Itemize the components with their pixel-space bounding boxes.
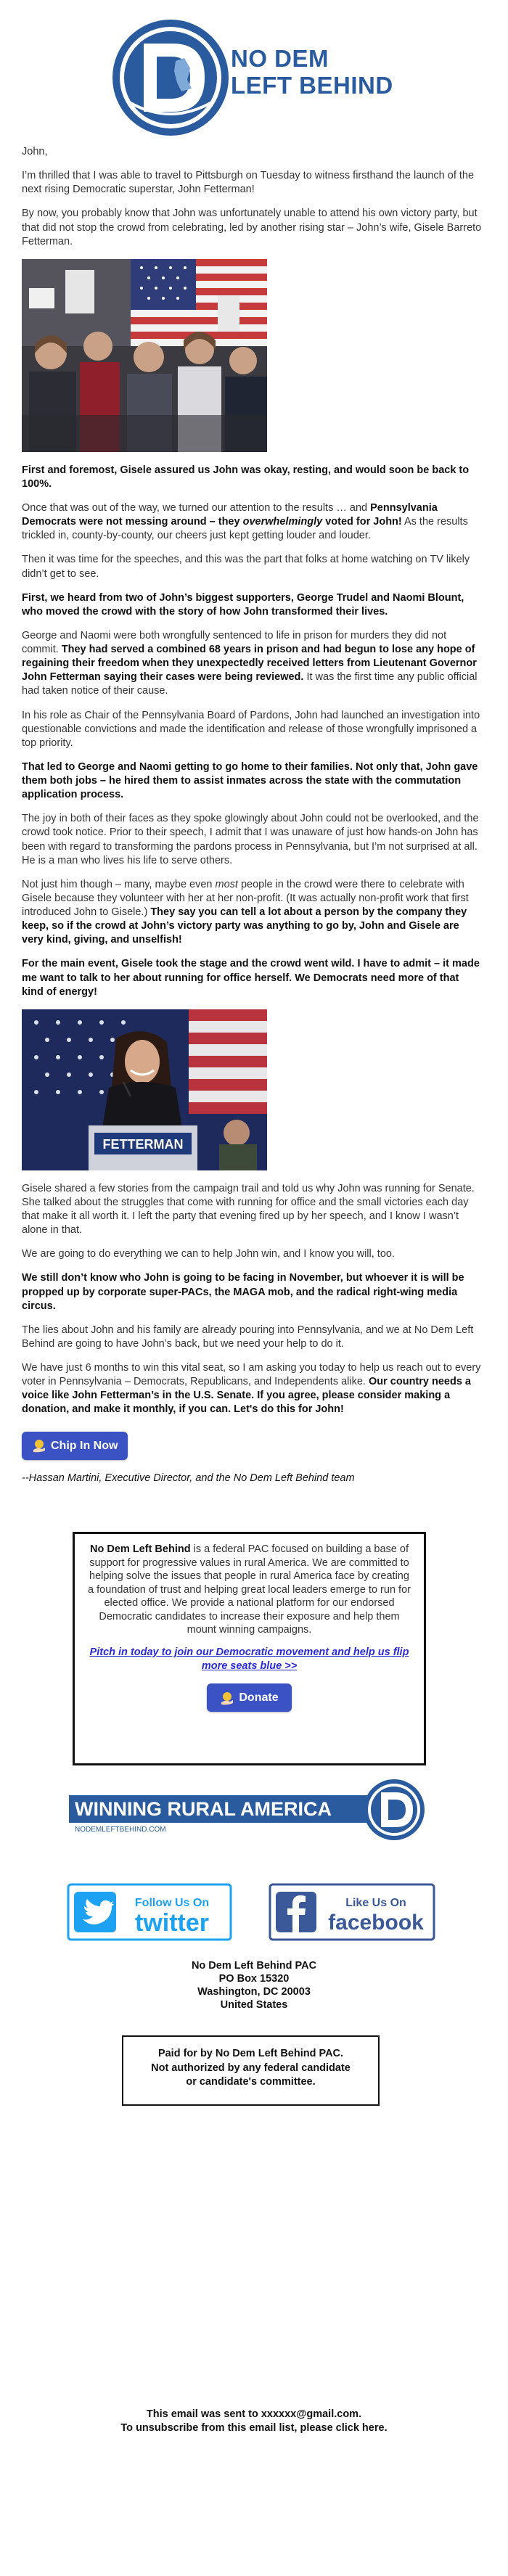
email-header (0, 0, 508, 145)
logo-d-emblem-icon (109, 16, 232, 139)
paid-for-disclaimer (122, 2035, 380, 2106)
pac-description-box (73, 1532, 426, 1765)
signature: --Hassan Martini, Executive Director, and the No Dem Left Behind team (22, 1472, 355, 1484)
address-line-4: United States (220, 1999, 288, 2011)
chip-in-now-button[interactable] (22, 1432, 128, 1460)
paragraph-main-event: For the main event, Gisele took the stage and the crowd went wild. I have to admit – it made me want to talk to her about running for office herself. We Democrats need more of that kind of energy! (22, 958, 480, 998)
paragraph-opponent: We still don’t know who John is going to be facing in November, but whoever it is will be propped up by corporate super-PACs, the MAGA mob, and the radical right-wing media circus. (22, 1272, 464, 1312)
paragraph-jobs: That led to George and Naomi getting to go home to their families. Not only that, John gave them both jobs – he hired them to assist inmates across the state with the commutation application process. (22, 760, 478, 801)
paragraph-victory-party: By now, you probably know that John was unfortunately unable to attend his own victory party, but that did not stop the crowd from celebrating, led by another rising star – John’s wife, Gisele Barreto Fetterman. (22, 208, 482, 247)
logo-line-2: LEFT BEHIND (231, 72, 393, 99)
coin-hand-icon (220, 1691, 234, 1705)
paragraph-speeches: Then it was time for the speeches, and this was the part that folks at home watching on TV likely didn’t get to see. (22, 554, 470, 580)
twitter-big-text: twitter (135, 1909, 209, 1937)
sentence-text-b: It was the first time any public official had taken notice of their cause. (22, 671, 478, 697)
facebook-like-button[interactable] (269, 1883, 435, 1941)
crowd-text-bold: They say you can tell a lot about a person by the company they keep, so if the crowd at John’s victory party was anything to go by, John and Gisele are very kind, giving, and unselfish! (22, 906, 467, 946)
brand-logo[interactable] (109, 16, 399, 139)
twitter-small-text: Follow Us On (134, 1897, 210, 1909)
sent-to-line (0, 2408, 508, 2421)
donate-label: Donate (239, 1691, 279, 1705)
results-bold-b: voted for John! (322, 516, 402, 528)
coin-hand-icon (32, 1438, 46, 1453)
gisele-speech-photo (22, 1009, 267, 1170)
crowd-text-emph: most (215, 878, 238, 890)
sentence-text-a: George and Naomi were both wrongfully sentenced to life in prison for murders they did not commit. (22, 629, 447, 655)
disclaimer-line-2: Not authorized by any federal candidate (151, 2062, 351, 2074)
results-text-a: Once that was out of the way, we turned our attention to the results … and (22, 502, 371, 514)
disclaimer-line-1: Paid for by No Dem Left Behind PAC. (157, 2048, 344, 2059)
sent-to-suffix: . (359, 2408, 362, 2420)
winning-rural-america-banner[interactable] (69, 1776, 432, 1849)
banner-title: WINNING RURAL AMERICA (75, 1798, 332, 1820)
paragraph-wrongful-sentence (22, 629, 483, 699)
disclaimer-line-3: or candidate's committee. (186, 2076, 316, 2088)
paragraph-john-okay: First and foremost, Gisele assured us John was okay, resting, and would soon be back to 100%. (22, 464, 470, 490)
ask-text-a: We have just 6 months to win this vital seat, so I am asking you today to help us reach out to every voter in Pennsylvania – Democrats, Republicans, and Independents alike. (22, 1362, 481, 1388)
banner-graphic (69, 1776, 432, 1849)
ask-text-bold: Our country needs a voice like John Fetterman’s in the U.S. Senate. If you agree, please consider making a donation, and make it monthly, if you can. Let's do this for John! (22, 1376, 471, 1416)
greeting: John, (22, 146, 48, 157)
sent-to-prefix: This email was sent to (146, 2408, 261, 2420)
recipient-email: xxxxxx@gmail.com (261, 2408, 359, 2420)
facebook-big-text: facebook (328, 1911, 424, 1935)
twitter-badge (67, 1883, 232, 1941)
podium-sign-text: FETTERMAN (102, 1136, 184, 1152)
mailing-address (0, 1959, 508, 2012)
paragraph-results (22, 501, 483, 543)
crowd-celebration-photo (22, 259, 267, 452)
email-footer (0, 2408, 508, 2435)
logo-line-1: NO DEM (231, 45, 329, 72)
crowd-text-b: people in the crowd were there to celebrate with Gisele because they volunteer with her at her non-profit. (It was actually non-profit work that first introduced John to Gisele.) (22, 878, 469, 918)
address-line-1: No Dem Left Behind PAC (191, 1960, 317, 1972)
logo-wordmark (231, 46, 393, 100)
paragraph-campaign-stories: Gisele shared a few stories from the campaign trail and told us why John was running for Senate. She talked about the struggles that come with running for office and the small victories each day that make it all worth it. I left the party that evening fired up by her speech, and I know I wasn’t alone in that. (22, 1182, 475, 1236)
donate-button[interactable] (207, 1683, 291, 1712)
results-bold-a: Pennsylvania Democrats were not messing around – they (22, 502, 438, 528)
paragraph-supporters: First, we heard from two of John’s biggest supporters, George Trudel and Naomi Blount, who moved the crowd with the story of how John transformed their lives. (22, 591, 464, 618)
paragraph-board-of-pardons: In his role as Chair of the Pennsylvania Board of Pardons, John had launched an investigation into questionable convictions and made the identification and release of those wrongfully imprisoned a top priority. (22, 709, 480, 749)
pac-description-text: is a federal PAC focused on building a base of support for progressive values in rural America. We are committed to helping solve the issues that people in rural America face by creating a foundation of trust and helping great local leaders emerge to run for elected office. We provide a national platform for our endorsed Democratic candidates to increase their exposure and help them mount winning campaigns. (88, 1543, 411, 1636)
email-body (0, 145, 508, 1485)
paragraph-ask (22, 1361, 483, 1417)
chip-in-now-label: Chip In Now (51, 1439, 118, 1452)
facebook-small-text: Like Us On (345, 1897, 406, 1909)
paragraph-help-john: We are going to do everything we can to help John win, and I know you will, too. (22, 1248, 395, 1260)
results-bold-emph: overwhelmingly (242, 516, 323, 528)
paragraph-lies: The lies about John and his family are already pouring into Pennsylvania, and we at No Dem Left Behind are going to have John’s back, but we need your help to do it. (22, 1324, 474, 1350)
results-text-b: As the results trickled in, county-by-county, our cheers just kept getting louder and louder. (22, 516, 468, 542)
unsubscribe-link[interactable]: To unsubscribe from this email list, please click here. (120, 2421, 388, 2434)
crowd-text-a: Not just him though – many, maybe even (22, 878, 216, 890)
paragraph-joy: The joy in both of their faces as they spoke glowingly about John could not be overlooked, and the crowd took notice. Prior to their speech, I admit that I was unaware of just how hands-on John has been with regard to transforming the pardons process in Pennsylvania, but I’m not surprised at all. He is a man who lives his life to serve others. (22, 813, 479, 866)
pitch-in-link[interactable]: Pitch in today to join our Democratic movement and help us flip more seats blue >> (89, 1646, 409, 1672)
sentence-text-bold: They had served a combined 68 years in prison and had begun to lose any hope of regaining their freedom when they unexpectedly received letters from Lieutenant Governor John Fetterman saying their cases were being reviewed. (22, 644, 477, 684)
address-line-3: Washington, DC 20003 (197, 1986, 311, 1998)
address-line-2: PO Box 15320 (218, 1973, 290, 1985)
paragraph-intro: I’m thrilled that I was able to travel to Pittsburgh on Tuesday to witness firsthand the launch of the next rising Democratic superstar, John Fetterman! (22, 170, 475, 196)
paragraph-crowd (22, 878, 483, 948)
pac-name: No Dem Left Behind (90, 1543, 191, 1555)
twitter-follow-button[interactable] (67, 1883, 232, 1941)
pac-description (86, 1543, 412, 1637)
banner-url: NODEMLEFTBEHIND.COM (75, 1826, 166, 1834)
facebook-badge (269, 1883, 435, 1941)
